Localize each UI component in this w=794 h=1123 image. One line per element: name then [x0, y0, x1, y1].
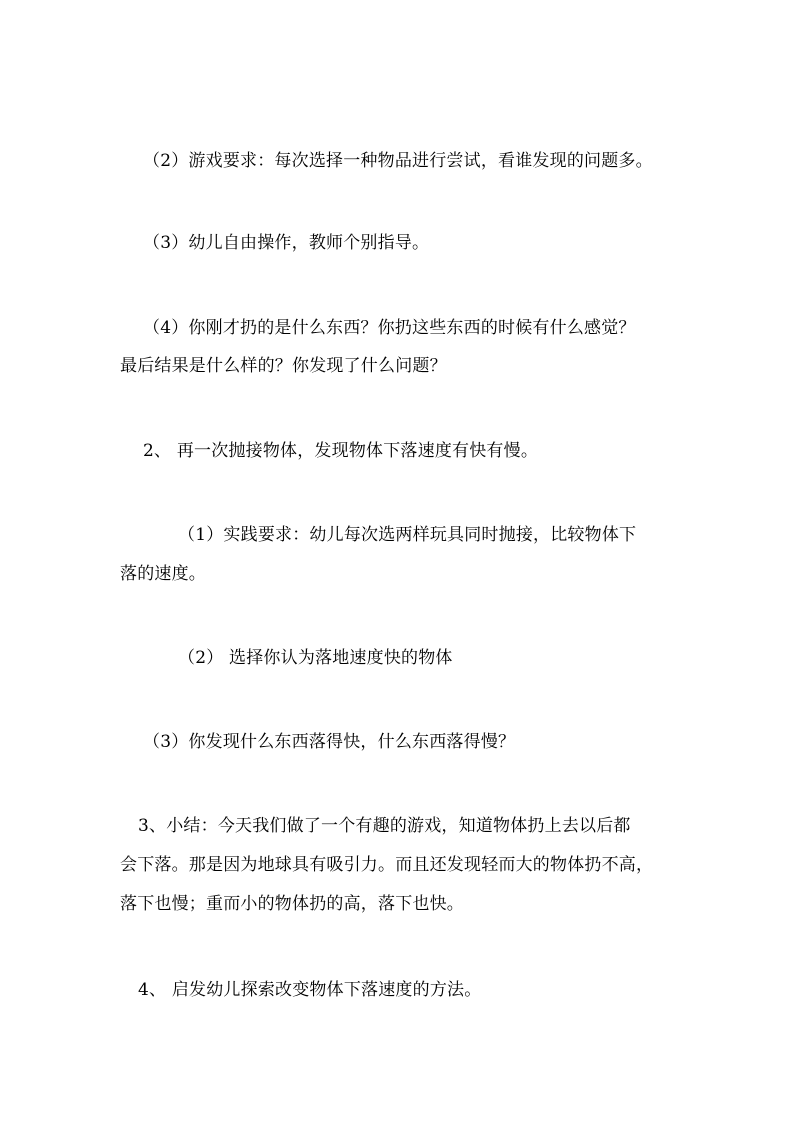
paragraph-line: （3）你发现什么东西落得快，什么东西落得慢？: [143, 732, 516, 752]
paragraph-line: （4）你刚才扔的是什么东西？你扔这些东西的时候有什么感觉？: [143, 318, 636, 338]
paragraph-line: 2、 再一次抛接物体，发现物体下落速度有快有慢。: [143, 441, 539, 461]
paragraph-line: 3、小结：今天我们做了一个有趣的游戏，知道物体扔上去以后都: [138, 816, 631, 836]
paragraph-line: （2）游戏要求：每次选择一种物品进行尝试，看谁发现的问题多。: [143, 151, 653, 171]
paragraph-line: 4、 启发幼儿探索改变物体下落速度的方法。: [138, 980, 482, 1000]
paragraph-line: 会下落。那是因为地球具有吸引力。而且还发现轻而大的物体扔不高，: [120, 855, 654, 875]
paragraph-line: 落下也慢；重而小的物体扔的高，落下也快。: [120, 894, 464, 914]
paragraph-line: （2） 选择你认为落地速度快的物体: [178, 648, 453, 668]
paragraph-line: （3）幼儿自由操作，教师个别指导。: [143, 233, 430, 253]
paragraph-line: 落的速度。: [120, 564, 206, 584]
paragraph-line: （1）实践要求：幼儿每次选两样玩具同时抛接，比较物体下: [178, 525, 637, 545]
paragraph-line: 最后结果是什么样的？你发现了什么问题？: [120, 356, 447, 376]
